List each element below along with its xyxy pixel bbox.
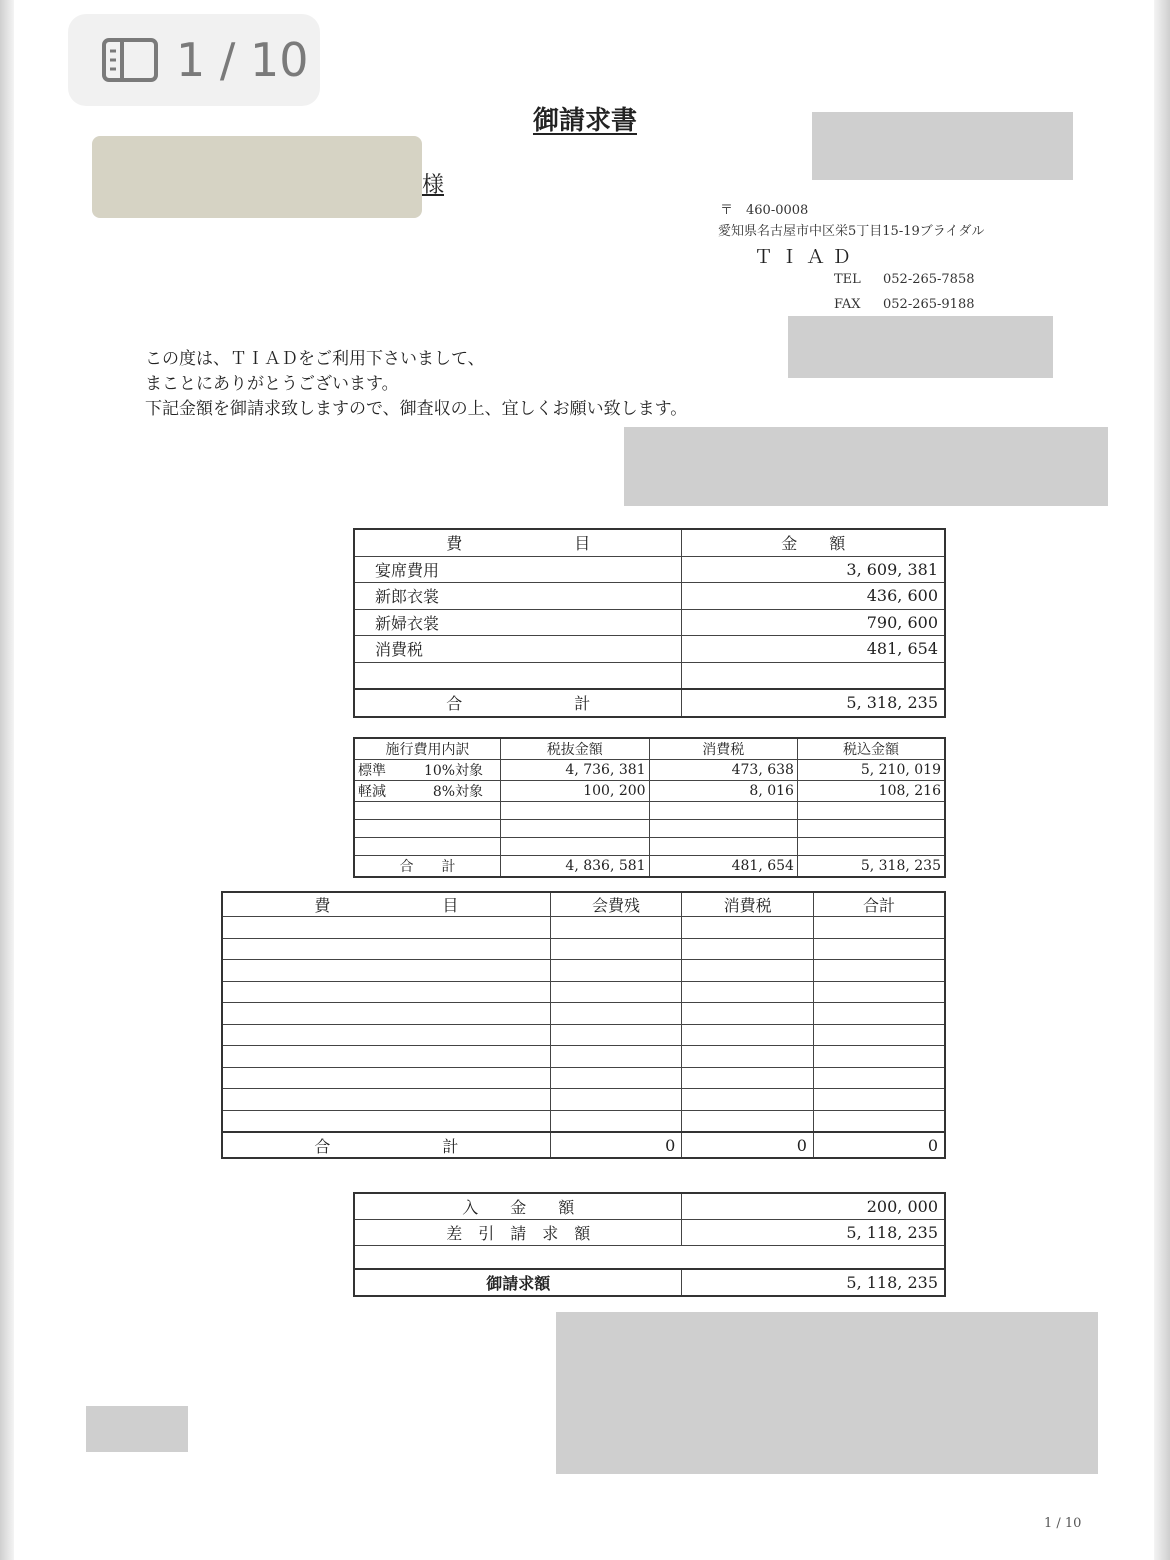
redaction-block — [556, 1312, 1098, 1474]
empty-cell — [550, 960, 682, 982]
greeting-line: 下記金額を御請求致しますので、御査収の上、宜しくお願い致します。 — [145, 399, 688, 419]
table-row — [354, 838, 945, 856]
table-row — [354, 820, 945, 838]
header-cell: 消費税 — [682, 892, 814, 917]
table-row — [354, 583, 945, 610]
empty-cell — [222, 1067, 550, 1089]
net-amount: 100, 200 — [501, 781, 650, 802]
table-row — [222, 960, 945, 982]
total-tax: 0 — [682, 1132, 814, 1158]
empty-cell — [222, 1046, 550, 1068]
empty-cell — [222, 1089, 550, 1111]
tax-category: 標準 — [358, 763, 386, 779]
tax-rate: 8%対象 — [432, 784, 484, 800]
empty-cell — [550, 1110, 682, 1132]
header-cell: 金 額 — [682, 529, 945, 556]
header-cell: 会費残 — [550, 892, 682, 917]
total-sum: 0 — [813, 1132, 945, 1158]
table-header-row — [222, 892, 945, 917]
postal-code: 〒 460-0008 — [720, 203, 809, 218]
empty-cell — [550, 917, 682, 939]
empty-cell — [682, 1110, 814, 1132]
empty-cell — [813, 1003, 945, 1025]
redaction-block — [788, 316, 1053, 378]
net-amount: 4, 736, 381 — [501, 760, 650, 781]
header-cell: 費 目 — [354, 529, 682, 556]
empty-cell — [682, 1003, 814, 1025]
redaction-block — [624, 427, 1108, 506]
table-row — [222, 1089, 945, 1111]
item-amount: 3, 609, 381 — [682, 556, 945, 583]
empty-cell — [550, 1003, 682, 1025]
table-total-row — [354, 689, 945, 717]
total-net: 4, 836, 581 — [501, 856, 650, 878]
table-header-row — [354, 529, 945, 556]
empty-cell — [222, 938, 550, 960]
redaction-block — [812, 112, 1073, 180]
tel-number: 052-265-7858 — [883, 272, 975, 287]
charges-table — [353, 528, 946, 718]
empty-cell — [682, 1046, 814, 1068]
empty-cell — [813, 1046, 945, 1068]
total-amount: 5, 318, 235 — [682, 689, 945, 717]
table-row — [354, 556, 945, 583]
recipient-honorific: 様 — [422, 173, 445, 198]
empty-cell — [222, 917, 550, 939]
item-name — [354, 662, 682, 689]
header-cell: 消費税 — [649, 738, 797, 760]
empty-cell — [550, 1024, 682, 1046]
footer-page-number: 1 / 10 — [1044, 1516, 1082, 1531]
fax-label: FAX — [834, 297, 861, 312]
membership-fee-table — [221, 891, 946, 1159]
invoice-total-amount: 5, 118, 235 — [682, 1269, 945, 1296]
net-billing-label: 差 引 請 求 額 — [354, 1220, 682, 1246]
empty-cell — [682, 981, 814, 1003]
viewer-frame-left — [0, 0, 14, 1560]
table-row — [354, 781, 945, 802]
table-row — [354, 1193, 945, 1220]
total-label: 合 計 — [354, 856, 501, 878]
gross-amount: 5, 210, 019 — [797, 760, 945, 781]
empty-cell — [682, 960, 814, 982]
empty-cell — [550, 938, 682, 960]
header-cell: 税抜金額 — [501, 738, 650, 760]
viewer-frame-right — [1154, 0, 1170, 1560]
table-row — [222, 1003, 945, 1025]
payment-label: 入 金 額 — [354, 1193, 682, 1220]
tax-category-cell — [354, 781, 501, 802]
net-billing-amount: 5, 118, 235 — [682, 1220, 945, 1246]
total-tax: 481, 654 — [649, 856, 797, 878]
table-row — [222, 1046, 945, 1068]
tax-breakdown-table — [353, 737, 946, 878]
invoice-summary-table — [353, 1192, 946, 1297]
tax-rate: 10%対象 — [423, 763, 484, 779]
tax-amount: 473, 638 — [649, 760, 797, 781]
table-row — [354, 1246, 945, 1270]
page-indicator: 1 / 10 — [176, 33, 309, 87]
table-row — [354, 802, 945, 820]
tax-category-cell — [354, 760, 501, 781]
empty-cell — [550, 981, 682, 1003]
total-balance: 0 — [550, 1132, 682, 1158]
table-row — [222, 1110, 945, 1132]
document-title: 御請求書 — [532, 106, 637, 136]
empty-cell — [682, 1089, 814, 1111]
recipient-redaction — [92, 136, 422, 218]
item-amount — [682, 662, 945, 689]
company-name: ＴＩＡＤ — [754, 246, 859, 268]
item-name: 新婦衣裳 — [354, 609, 682, 636]
payment-amount: 200, 000 — [682, 1193, 945, 1220]
fax-number: 052-265-9188 — [883, 297, 975, 312]
table-header-row — [354, 738, 945, 760]
empty-cell — [222, 1024, 550, 1046]
table-row — [222, 981, 945, 1003]
page-sidebar-icon — [102, 38, 158, 82]
empty-cell — [813, 1089, 945, 1111]
item-amount: 790, 600 — [682, 609, 945, 636]
item-name: 新郎衣裳 — [354, 583, 682, 610]
item-amount: 436, 600 — [682, 583, 945, 610]
empty-cell — [682, 1024, 814, 1046]
empty-cell — [682, 917, 814, 939]
total-label: 合 計 — [354, 689, 682, 717]
empty-cell — [813, 1067, 945, 1089]
empty-cell — [813, 1024, 945, 1046]
empty-cell — [682, 1067, 814, 1089]
header-cell: 施行費用内訳 — [354, 738, 501, 760]
table-total-row — [222, 1132, 945, 1158]
empty-cell — [813, 938, 945, 960]
table-total-row — [354, 1269, 945, 1296]
table-row — [354, 636, 945, 663]
item-amount: 481, 654 — [682, 636, 945, 663]
company-address: 愛知県名古屋市中区栄5丁目15-19ブライダル — [718, 224, 985, 239]
redaction-block — [86, 1406, 188, 1452]
item-name: 消費税 — [354, 636, 682, 663]
header-cell: 合計 — [813, 892, 945, 917]
empty-cell — [813, 917, 945, 939]
table-row — [354, 609, 945, 636]
table-row — [354, 1220, 945, 1246]
table-total-row — [354, 856, 945, 878]
empty-cell — [550, 1046, 682, 1068]
membership-rows — [222, 917, 945, 1133]
table-row — [222, 1067, 945, 1089]
page-counter[interactable] — [68, 14, 320, 106]
item-name: 宴席費用 — [354, 556, 682, 583]
gross-amount: 108, 216 — [797, 781, 945, 802]
total-gross: 5, 318, 235 — [797, 856, 945, 878]
empty-cell — [682, 938, 814, 960]
empty-cell — [222, 1003, 550, 1025]
tax-amount: 8, 016 — [649, 781, 797, 802]
total-label: 合 計 — [222, 1132, 550, 1158]
empty-cell — [222, 1110, 550, 1132]
tax-category: 軽減 — [358, 784, 386, 800]
table-row — [354, 760, 945, 781]
table-row — [222, 1024, 945, 1046]
header-cell: 費 目 — [222, 892, 550, 917]
empty-cell — [550, 1067, 682, 1089]
empty-cell — [222, 981, 550, 1003]
header-cell: 税込金額 — [797, 738, 945, 760]
empty-cell — [222, 960, 550, 982]
invoice-total-label: 御請求額 — [354, 1269, 682, 1296]
greeting-line: この度は、ＴＩＡＤをご利用下さいまして、 — [145, 349, 485, 369]
empty-cell — [813, 981, 945, 1003]
tel-label: TEL — [834, 272, 861, 287]
table-row — [222, 917, 945, 939]
empty-cell — [813, 960, 945, 982]
empty-cell — [813, 1110, 945, 1132]
greeting-line: まことにありがとうございます。 — [145, 374, 399, 394]
empty-cell — [550, 1089, 682, 1111]
table-row — [354, 662, 945, 689]
table-row — [222, 938, 945, 960]
